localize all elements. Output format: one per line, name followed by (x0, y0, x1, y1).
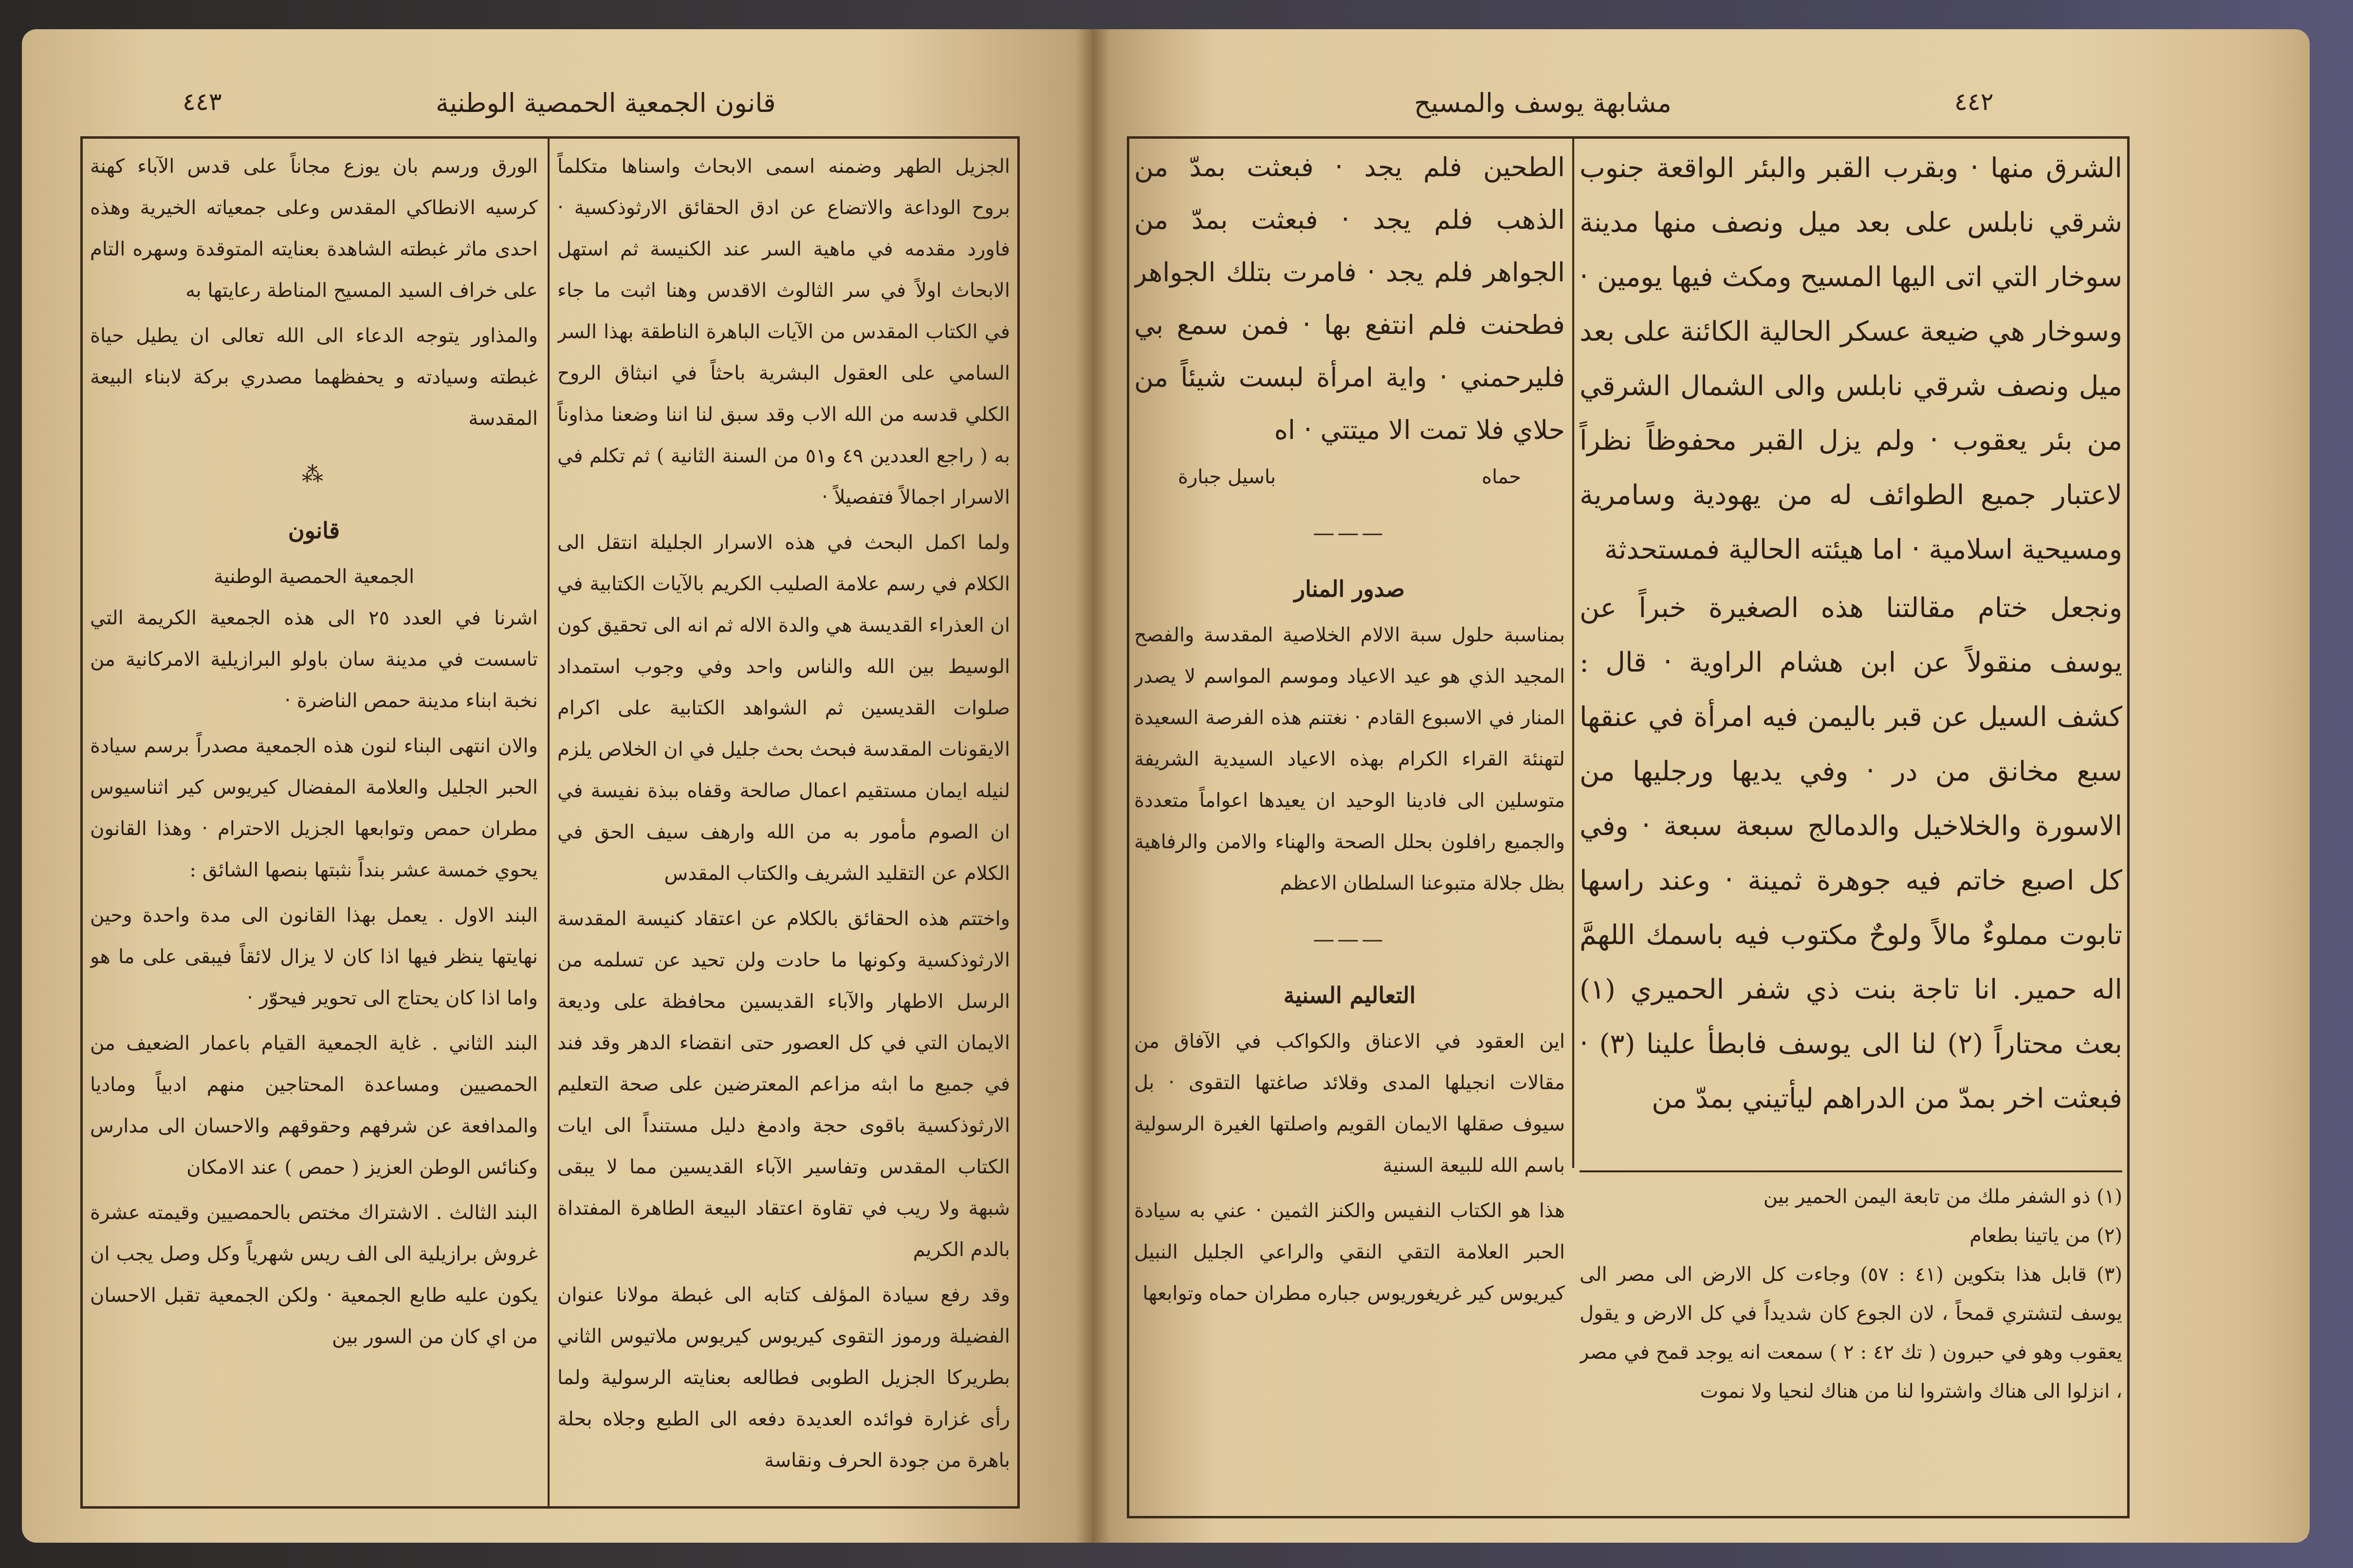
ornament-divider: ——— (1313, 927, 1386, 952)
ornament-divider: ——— (1313, 521, 1386, 546)
ornament-divider: ⁂ (302, 462, 326, 487)
paragraph: اشرنا في العدد ٢٥ الى هذه الجمعية الكريمة التي تاسست في مدينة سان باولو البرازيلية الامركانية من نخبة ابناء مدينة حمص الناضرة ‧ (90, 607, 538, 712)
left-running-title: قانون الجمعية الحمصية الوطنية (436, 88, 776, 118)
law-subtitle: الجمعية الحمصية الوطنية (213, 565, 415, 588)
paragraph: اين العقود في الاعناق والكواكب في الآفاق من مقالات انجيلها المدى وقلائد صاغتها التقوى ‧ بل سيوف صقلها الايمان القويم واصلتها الغيرة الرسولية باسم الله للبيعة السنية (1134, 1030, 1565, 1177)
right-running-title: مشابهة يوسف والمسيح (1414, 88, 1672, 118)
paragraph: والمذاور يتوجه الدعاء الى الله تعالى ان يطيل حياة غبطته وسيادته و يحفظهما مصدري بركة لابناء البيعة المقدسة (90, 325, 538, 430)
left-page-right-column (557, 146, 1010, 1499)
paragraph: البند الثالث . الاشتراك مختص بالحمصيين وقيمته عشرة غروش برازيلية الى الف ريس شهرياً وكل وصل يجب ان يكون عليه طابع الجمعية ‧ ولكن الجمعية تقبل الاحسان من اي كان من السور بين (90, 1202, 538, 1348)
section-title: صدور المنار (1294, 576, 1405, 602)
paragraph: ونجعل ختام مقالتنا هذه الصغيرة خبراً عن يوسف منقولاً عن ابن هشام الراوية ‧ قال : كشف السيل عن قبر باليمن فيه امرأة في عنقها سبع مخانق من در ‧ وفي يديها ورجليها من الاسورة والخلاخيل والدمالج سبعة سبعة ‧ وفي كل اصبع خاتم فيه جوهرة ثمينة ‧ وعند راسها تابوت مملوءٌ مالاً ولوحٌ مكتوب فيه باسمك اللهمَّ اله حمير. انا تاجة بنت ذي شفر الحميري (١) بعث محتاراً (٢) لنا الى يوسف فابطأ علينا (٣) ‧ فبعثت اخر بمدّ من الدراهم ليأتيني بمدّ من (1580, 592, 2122, 1114)
paragraph: الطحين فلم يجد ‧ فبعثت بمدّ من الذهب فلم يجد ‧ فبعثت بمدّ من الجواهر فلم يجد ‧ فامرت بتلك الجواهر فطحنت فلم انتفع بها ‧ فمن سمع بي فليرحمني ‧ واية امرأة لبست شيئاً من حلاي فلا تمت الا ميتتي ‧ اه (1134, 152, 1565, 445)
book-gutter (1076, 29, 1110, 1543)
section-title: التعاليم السنية (1283, 982, 1416, 1008)
paragraph: الجزيل الطهر وضمنه اسمى الابحاث واسناها متكلماً بروح الوداعة والاتضاع عن ادق الحقائق الارثوذكسية ‧ فاورد مقدمه في ماهية السر عند الكنيسة ثم استهل الابحاث اولاً في سر الثالوث الاقدس وهنا اثبت ما جاء في الكتاب المقدس من الآيات الباهرة الناطقة بهذا السر السامي على العقول البشرية باحثاً في انبثاق الروح الكلي قدسه من الله الاب وقد سبق لنا اننا وضعنا مذاوناً به ( راجع العددين ٤٩ و٥١ من السنة الثانية ) ثم تكلم في الاسرار اجمالاً فتفصيلاً ‧ (557, 155, 1010, 509)
paragraph: بمناسبة حلول سبة الالام الخلاصية المقدسة والفصح المجيد الذي هو عيد الاعياد وموسم المواسم لا يصدر المنار في الاسبوع القادم ‧ نغتنم هذه الفرصة السعيدة لتهنئة القراء الكرام بهذه الاعياد السيدية الشريفة متوسلين الى فادينا الوحيد ان يعيدها اعواماً متعددة والجميع رافلون بحلل الصحة والهناء والامن والرفاهية بظل جلالة متبوعنا السلطان الاعظم (1134, 624, 1565, 894)
right-column-rule (1572, 136, 1574, 1168)
left-column-rule (548, 136, 550, 1509)
right-page-left-column (1134, 141, 1565, 1509)
paragraph: واختتم هذه الحقائق بالكلام عن اعتقاد كنيسة المقدسة الارثوذكسية وكونها ما حادت ولن تحيد عن تسلمه من الرسل الاطهار والآباء القديسين محافظة على وديعة الايمان التي في كل العصور حتى انقضاء الدهر وقد فند في جميع ما ابثه مزاعم المعترضين على صحة التعليم الارثوذكسية باقوى حجة وادمغ دليل مستنداً الى ايات الكتاب المقدس وتفاسير الآباء القديسين مما لا يبقى شبهة ولا ريب في تقاوة اعتقاد البيعة الطاهرة المفتداة بالدم الكريم (557, 908, 1010, 1261)
left-page-left-column (90, 146, 538, 1499)
paragraph: ولما اكمل البحث في هذه الاسرار الجليلة انتقل الى الكلام في رسم علامة الصليب الكريم بالآيات الكتابية في ان العذراء القديسة هي والدة الاله ثم انه الى تحقيق كون الوسيط بين الله والناس واحد وفي وجوب استمداد صلوات القديسين ثم الشواهد الكتابية على اكرام الايقونات المقدسة فبحث بحث جليل في ان الخلاص يلزم لنيله ايمان مستقيم اعمال صالحة وقفاه ببذة نفيسة في ان الصوم مأمور به من الله وارهف سيف الحق في الكلام عن التقليد الشريف والكتاب المقدس (557, 531, 1010, 885)
footnote: (١) ذو الشفر ملك من تابعة اليمن الحمير بين (1763, 1185, 2122, 1208)
signature (1134, 456, 1565, 498)
paragraph: الشرق منها ‧ وبقرب القبر والبئر الواقعة جنوب شرقي نابلس على بعد ميل ونصف منها مدينة سوخار التي اتى اليها المسيح ومكث فيها يومين ‧ وسوخار هي ضيعة عسكر الحالية الكائنة على بعد ميل ونصف شرقي نابلس والى الشمال الشرقي من بئر يعقوب ‧ ولم يزل القبر محفوظاً نظراً لاعتبار جميع الطوائف له من يهودية وسامرية ومسيحية اسلامية ‧ اما هيئته الحالية فمستحدثة (1580, 152, 2122, 565)
paragraph: والان انتهى البناء لنون هذه الجمعية مصدراً برسم سيادة الحبر الجليل والعلامة المفضال كيريوس كير اثناسيوس مطران حمص وتوابعها الجزيل الاحترام ‧ وهذا القانون يحوي خمسة عشر بنداً نثبتها بنصها الشائق : (90, 735, 538, 881)
paragraph: الورق ورسم بان يوزع مجاناً على قدس الآباء كهنة كرسيه الانطاكي المقدس وعلى جمعياته الخيرية وهذه احدى ماثر غبطته الشاهدة بعنايته المتوقدة وسهره التام على خراف السيد المسيح المناطة رعايتها به (90, 155, 538, 302)
paragraph: البند الثاني . غاية الجمعية القيام باعمار الضعيف من الحمصيين ومساعدة المحتاجين منهم ادبياً وماديا والمدافعة عن شرفهم وحقوقهم والاحسان الى مدارس وكنائس الوطن العزيز ( حمص ) عند الامكان (90, 1032, 538, 1179)
paragraph: البند الاول . يعمل بهذا القانون الى مدة واحدة وحين نهايتها ينظر فيها اذا كان لا يزال لائقاً فيبقى على ما هو واما اذا كان يحتاج الى تحوير فيحوّر ‧ (90, 904, 538, 1009)
signature-name: باسيل جبارة (1178, 466, 1276, 488)
footnotes (1580, 1170, 2122, 1511)
law-title: قانون (288, 517, 340, 544)
left-page (22, 29, 1093, 1543)
right-page (1093, 29, 2310, 1543)
paragraph: وقد رفع سيادة المؤلف كتابه الى غبطة مولانا عنوان الفضيلة ورموز التقوى كيريوس كيريوس ملاتيوس الثاني بطريركا الجزيل الطوبى فطالعه بعنايته الرسولية ولما رأى غزارة فوائده العديدة دفعه الى الطبع وجلاه بحلة باهرة من جودة الحرف ونقاسة (557, 1284, 1010, 1472)
left-page-number: ٤٤٣ (183, 88, 222, 116)
footnote: (٣) قابل هذا بتكوين (٤١ : ٥٧) وجاءت كل الارض الى مصر الى يوسف لتشتري قمحاً ، لان الجوع كان شديداً في كل الارض و يقول يعقوب وهو في حبرون ( تك ٤٢ : ٢ ) سمعت انه يوجد قمح في مصر ، انزلوا الى هناك واشتروا لنا من هناك لنحيا ولا نموت (1580, 1263, 2122, 1403)
right-page-right-column (1580, 141, 2122, 1168)
paragraph: هذا هو الكتاب النفيس والكنز الثمين ‧ عني به سيادة الحبر العلامة التقي النقي والراعي الجليل النبيل كيريوس كير غريغوريوس جباره مطران حماه وتوابعها (1134, 1200, 1565, 1305)
signature-place: حماه (1482, 466, 1521, 488)
right-page-number: ٤٤٢ (1954, 88, 1994, 116)
footnote: (٢) من ياتينا بطعام (1969, 1224, 2122, 1247)
